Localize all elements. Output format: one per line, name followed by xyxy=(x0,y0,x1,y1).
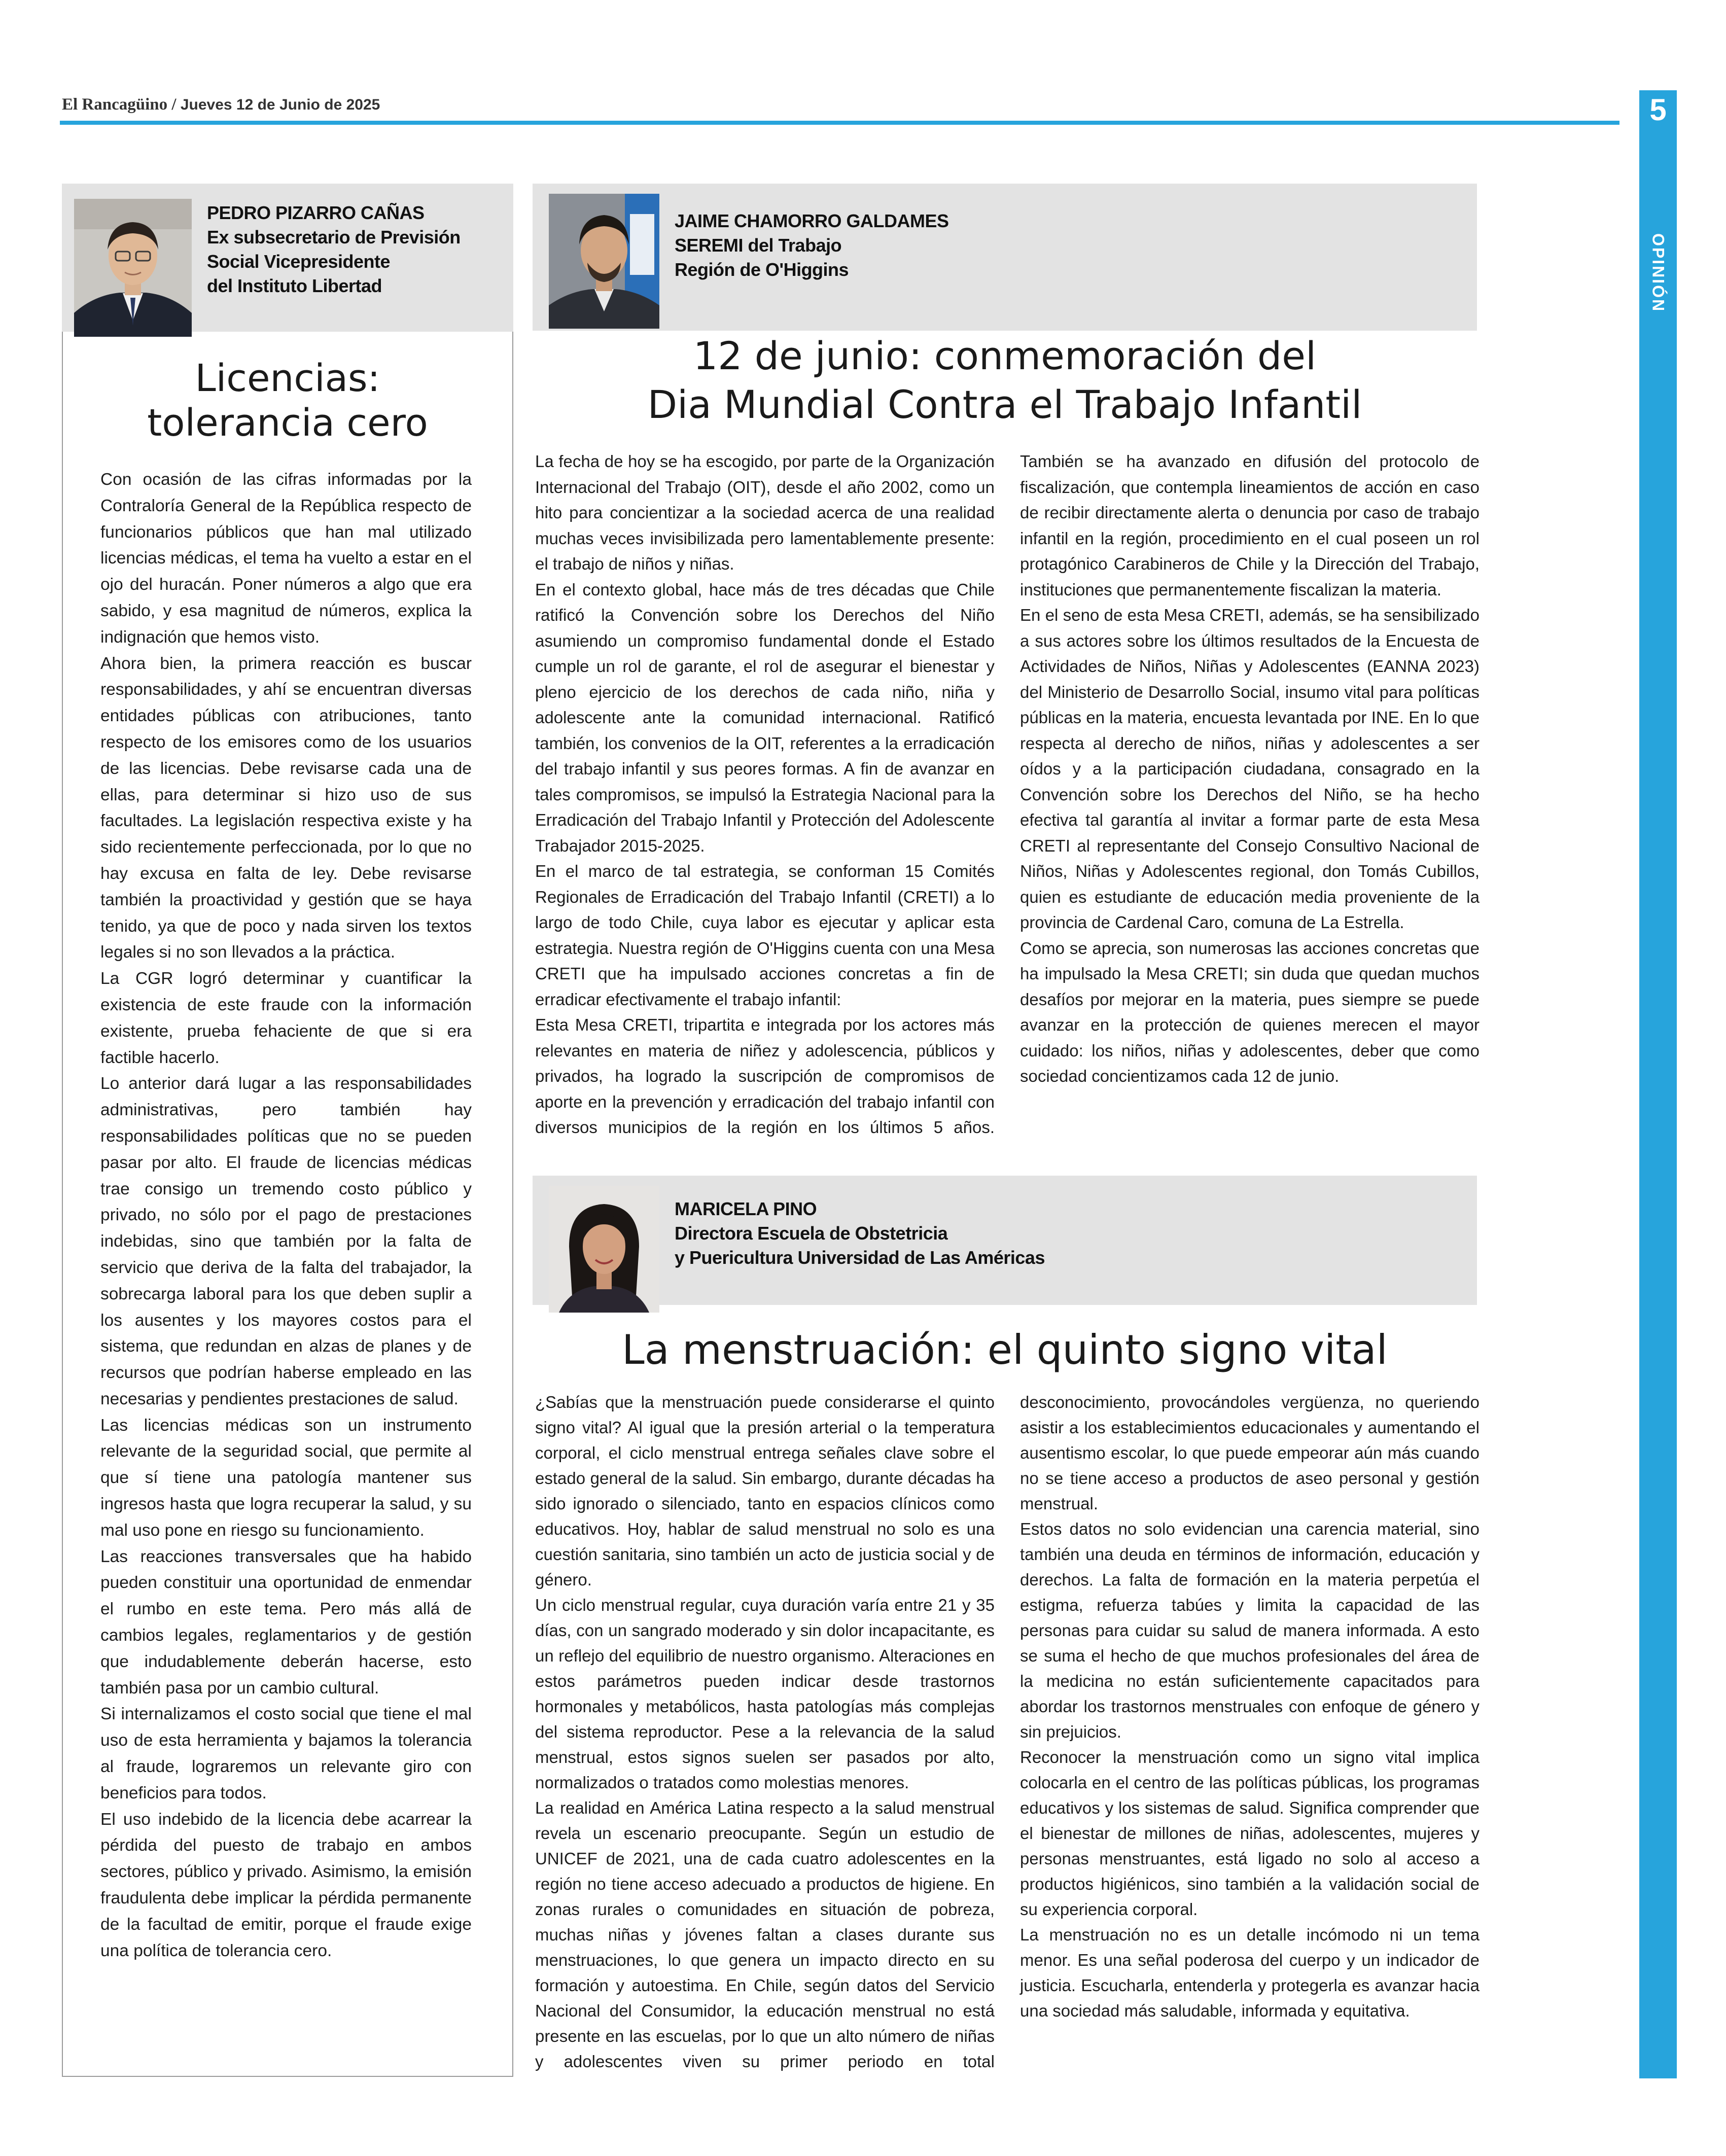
headline-line: 12 de junio: conmemoración del xyxy=(693,333,1317,378)
headline-line: Licencias: xyxy=(195,357,380,400)
paragraph: Las reacciones transversales que ha habido pueden constituir una oportunidad de enmendar el rumbo en este tema. Pero más allá de cambios legales, reglamentarios y de gestión que indudablemente deberán hacerse, esto también pasa por un cambio cultural. xyxy=(100,1547,472,1698)
paragraph: Si internalizamos el costo social que tiene el mal uso de esta herramienta y bajamos la tolerancia al fraude, lograremos un relevante giro con beneficios para todos. xyxy=(100,1705,472,1802)
author-role-line: Social Vicepresidente xyxy=(207,251,391,272)
article-body-trabajo-infantil xyxy=(535,449,1480,1149)
paragraph: Lo anterior dará lugar a las responsabilidades administrativas, pero también hay responsabilidades políticas que no se pueden pasar por alto. El fraude de licencias médicas trae consigo un tremendo costo público y privado, no sólo por el pago de prestaciones indebidas, sino que también por la falta de servicio que deriva de la falta del trabajador, la sobrecarga laboral para los que deben suplir a los ausentes y los mayores costos para el sistema, que redundan en alzas de planes y de recursos que podrían haberse empleado en las necesarias y pendientes prestaciones de salud. xyxy=(100,1074,472,1408)
paragraph: La realidad en América Latina respecto a la salud menstrual revela un escenario preocupante. Según un estudio de UNICEF de 2021, una de cada cuatro adolescentes en la región no tiene acceso adecuado a productos de higiene. En zonas rurales o comunidades en situación de pobreza, muchas niñas y jóvenes faltan a clases durante sus menstruaciones, lo que genera un impacto directo en su formación y autoestima. En Chile, según datos del Servicio Nacional del Consumidor, la educación menstrual no está presente en las escuelas, por lo que un alto número de niñas y adolescentes viven su primer periodo en total desconocimiento, provocándoles vergüenza, no queriendo asistir a los establecimientos educacionales y aumentando el ausentismo escolar, lo que puede empeorar aún más cuando no se tiene acceso a productos de aseo personal y gestión menstrual. xyxy=(535,1393,1480,2071)
author-name: MARICELA PINO xyxy=(675,1198,817,1219)
paragraph: En el contexto global, hace más de tres décadas que Chile ratificó la Convención sobre los Derechos del Niño asumiendo un compromiso fundamental donde el Estado cumple un rol de garante, el rol de asegurar el bienestar y pleno ejercicio de los derechos de cada niño, niña y adolescente ante la comunidad internacional. Ratificó también, los convenios de la OIT, referentes a la erradicación del trabajo infantil y sus peores formas. A fin de avanzar en tales compromisos, se impulsó la Estrategia Nacional para la Erradicación del Trabajo Infantil y Protección del Adolescente Trabajador 2015-2025. xyxy=(535,580,995,855)
paragraph: Estos datos no solo evidencian una carencia material, sino también una deuda en términos de información, educación y derechos. La falta de formación en la materia perpetúa el estigma, refuerza tabúes y limita la capacidad de las personas para cuidar su salud de manera informada. A esto se suma el hecho de que muchos profesionales del área de la medicina no están suficientemente capacitados para abordar los trastornos menstruales con enfoque de género y sin prejuicios. xyxy=(1020,1519,1480,1741)
article-body-licencias xyxy=(100,467,472,1964)
paragraph: Las licencias médicas son un instrumento relevante de la seguridad social, que permite al que sí tiene una patología mantener sus ingresos hasta que logra recuperar la salud, y su mal uso pone en riesgo su funcionamiento. xyxy=(100,1416,472,1540)
author-photo-pino xyxy=(549,1186,659,1313)
paragraph: En el marco de tal estrategia, se conforman 15 Comités Regionales de Erradicación del Trabajo Infantil (CRETI) a lo largo de todo Chile, cuya labor es ejecutar y aplicar esta estrategia. Nuestra región de O'Higgins cuenta con una Mesa CRETI que ha impulsado acciones concretas a fin de erradicar efectivamente el trabajo infantil: xyxy=(535,862,995,1009)
portrait-image xyxy=(549,194,659,329)
running-header xyxy=(62,95,380,114)
portrait-image xyxy=(74,199,192,337)
paragraph: Ahora bien, la primera reacción es buscar responsabilidades, y ahí se encuentran diversas entidades públicas con atribuciones, tanto respecto de los emisores como de los usuarios de las licencias. Debe revisarse cada una de ellas, para determinar si hizo uso de sus facultades. La legislación respectiva existe y ha sido recientemente perfeccionada, por lo que no hay excusa en falta de ley. Debe revisarse también la proactividad y gestión que se haya tenido, ya que de poco y nada sirven los textos legales si no son llevados a la práctica. xyxy=(100,654,472,962)
portrait-image xyxy=(549,1186,659,1313)
paragraph: En el seno de esta Mesa CRETI, además, se ha sensibilizado a sus actores sobre los últimos resultados de la Encuesta de Actividades de Niños, Niñas y Adolescentes (EANNA 2023) del Ministerio de Desarrollo Social, insumo vital para políticas públicas en la materia, encuesta levantada por INE. En lo que respecta al derecho de niños, niñas y adolescentes a ser oídos y a la participación ciudadana, consagrado en la Convención sobre los Derechos del Niño, se ha hecho efectiva tal garantía al invitar a formar parte de esta Mesa CRETI al representante del Consejo Consultivo Nacional de Niños, Niñas y Adolescentes regional, don Tomás Cubillos, quien es estudiante de educación media proveniente de la provincia de Cardenal Caro, comuna de La Estrella. xyxy=(1020,606,1480,932)
headline-line: tolerancia cero xyxy=(147,401,428,445)
paragraph: La CGR logró determinar y cuantificar la existencia de este fraude con la información existente, prueba fehaciente de que si era factible hacerlo. xyxy=(100,969,472,1067)
author-role-line: del Instituto Libertad xyxy=(207,275,382,296)
author-role-line: y Puericultura Universidad de Las Américas xyxy=(675,1247,1045,1268)
author-photo-pizarro xyxy=(74,199,192,337)
paragraph: La menstruación no es un detalle incómodo ni un tema menor. Es una señal poderosa del cuerpo y un indicador de justicia. Escucharla, entenderla y protegerla es avanzar hacia una sociedad más saludable, informada y equitativa. xyxy=(1020,1925,1480,2020)
headline-line: La menstruación: el quinto signo vital xyxy=(622,1326,1388,1373)
byline-pino xyxy=(675,1197,1045,1270)
author-role-line: SEREMI del Trabajo xyxy=(675,235,842,256)
header-rule xyxy=(60,121,1619,125)
paragraph: Un ciclo menstrual regular, cuya duración varía entre 21 y 35 días, con un sangrado moderado y sin dolor incapacitante, es un reflejo del equilibrio de nuestro organismo. Alteraciones en estos parámetros pueden indicar desde trastornos hormonales y metabólicos, hasta patologías más complejas del sistema reproductor. Pese a la relevancia de la salud menstrual, estos signos suelen ser pasados por alto, normalizados o tratados como molestias menores. xyxy=(535,1596,995,1792)
author-photo-chamorro xyxy=(549,194,659,329)
headline-line: Dia Mundial Contra el Trabajo Infantil xyxy=(647,382,1362,427)
section-label: OPINIÓN xyxy=(1649,233,1668,313)
author-role-line: Ex subsecretario de Previsión xyxy=(207,227,461,248)
paragraph: Esta Mesa CRETI, tripartita e integrada por los actores más relevantes en materia de niñez y adolescencia, públicos y privados, ha logrado la suscripción de compromisos de aporte en la prevención y erradicación del trabajo infantil con diversos municipios de la región en los últimos 5 años. También se ha avanzado en difusión del protocolo de fiscalización, que contempla lineamientos de acción en caso de recibir directamente alerta o denuncia por caso de trabajo infantil en la región, procedimiento en el cual poseen un rol protagónico Carabineros de Chile y la Dirección del Trabajo, instituciones que permanentemente fiscalizan la materia. xyxy=(535,452,1480,1137)
section-tab xyxy=(1639,90,1677,2078)
author-role-line: Región de O'Higgins xyxy=(675,259,849,280)
article-body-menstruacion xyxy=(535,1390,1480,2082)
paragraph: La fecha de hoy se ha escogido, por parte de la Organización Internacional del Trabajo (OIT), desde el año 2002, como un hito para concientizar a la sociedad acerca de una realidad muchas veces invisibilizada pero lamentablemente presente: el trabajo de niños y niñas. xyxy=(535,452,995,573)
author-role-line: Directora Escuela de Obstetricia xyxy=(675,1223,948,1244)
paragraph: Con ocasión de las cifras informadas por la Contraloría General de la República respecto de funcionarios públicos que han mal utilizado licencias médicas, el tema ha vuelto a estar en el ojo del huracán. Poner números a algo que era sabido, y esa magnitud de números, explica la indignación que hemos visto. xyxy=(100,470,472,647)
header-separator: / xyxy=(171,95,177,114)
headline-licencias xyxy=(62,356,513,445)
paragraph: ¿Sabías que la menstruación puede considerarse el quinto signo vital? Al igual que la presión arterial o la temperatura corporal, el ciclo menstrual entrega señales clave sobre el estado general de la salud. Sin embargo, durante décadas ha sido ignorado o silenciado, tanto en espacios clínicos como educativos. Hoy, hablar de salud menstrual no solo es una cuestión sanitaria, sino también un acto de justicia social y de género. xyxy=(535,1393,995,1589)
issue-date: Jueves 12 de Junio de 2025 xyxy=(180,96,380,113)
author-name: JAIME CHAMORRO GALDAMES xyxy=(675,210,949,231)
paragraph: Como se aprecia, son numerosas las acciones concretas que ha impulsado la Mesa CRETI; sin duda que quedan muchos desafíos por mejorar en la materia, pues siempre se puede avanzar en la protección de quienes merecen el mayor cuidado: los niños, niñas y adolescentes, deber que como sociedad concientizamos cada 12 de junio. xyxy=(1020,938,1480,1085)
paragraph: Reconocer la menstruación como un signo vital implica colocarla en el centro de las políticas públicas, los programas educativos y los sistemas de salud. Significa comprender que el bienestar de millones de niñas, adolescentes, mujeres y personas menstruantes, está ligado no solo al acceso a productos higiénicos, sino también a la validación social de su experiencia corporal. xyxy=(1020,1748,1480,1919)
headline-trabajo-infantil xyxy=(533,332,1477,429)
page-number: 5 xyxy=(1649,93,1667,127)
byline-chamorro xyxy=(675,209,949,282)
paragraph: El uso indebido de la licencia debe acarrear la pérdida del puesto de trabajo en ambos sectores, público y privado. Asimismo, la emisión fraudulenta debe implicar la pérdida permanente de la facultad de emitir, porque el fraude exige una política de tolerancia cero. xyxy=(100,1810,472,1960)
headline-menstruacion xyxy=(533,1325,1477,1375)
publication-name: El Rancagüino xyxy=(62,95,168,114)
author-name: PEDRO PIZARRO CAÑAS xyxy=(207,202,425,223)
byline-pizarro xyxy=(207,201,461,298)
